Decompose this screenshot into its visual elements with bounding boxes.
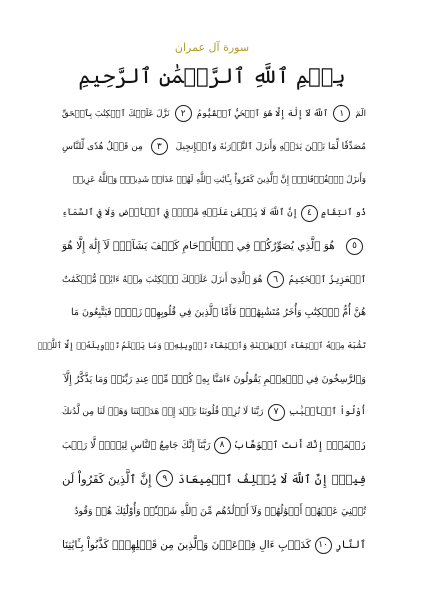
verse-text: نَزَّلَ عَلَيۡكَ ٱلۡكِتَٰبَ بِٱلۡحَقِّ [62,109,170,120]
ayah-number-marker: ٩ [156,470,173,487]
ayah-number-marker: ٥ [346,238,363,255]
verse-text: ٱلۡعَزِيزُ ٱلۡحَكِيمُ [288,274,366,285]
verse-text: ذُو ٱنتِقَامٍ [320,208,366,219]
verse-text: ٱللَّهُ لَآ إِلَٰهَ إِلَّا هُوَ ٱلۡحَيُّ ٱلۡقَيُّومُ [196,109,329,120]
ayah-number-marker: ٣ [151,138,168,155]
verse-text: هُوَ ٱلَّذِي يُصَوِّرُكُمۡ فِي ٱلۡأَرۡحَامِ كَيۡفَ يَشَآءُۚ لَآ إِلَٰهَ إِلَّا هُوَ [62,240,335,253]
verse-text: مُصَدِّقٗا لِّمَا بَيۡنَ يَدَيۡهِ وَأَنزَلَ ٱلتَّوۡرَىٰةَ وَٱلۡإِنجِيلَ [175,141,366,152]
verse-text: هُوَ ٱلَّذِيٓ أَنزَلَ عَلَيۡكَ ٱلۡكِتَٰبَ مِنۡهُ ءَايَٰتٞ مُّحۡكَمَٰتٌ [62,274,263,285]
ayah-number-marker: ٨ [214,437,231,454]
verse-line [62,363,366,396]
verse-text: رَبَّنَا لَا تُزِغۡ قُلُوبَنَا بَعۡدَ إِذۡ هَدَيۡتَنَا وَهَبۡ لَنَا مِن لَّدُنكَ [62,407,264,418]
verse-line [37,329,366,362]
ayah-number-marker: ٢ [175,105,192,122]
verse-text: ٱلنَّارِ [335,539,366,552]
verse-line [62,130,366,163]
verse-text: هُنَّ أُمُّ ٱلۡكِتَٰبِ وَأُخَرُ مُتَشَٰبِهَٰتٞۖ فَأَمَّا ٱلَّذِينَ فِي قُلُوبِهِمۡ زَيۡغٞ فَيَتَّبِعُونَ مَا [71,307,366,319]
verse-line [62,197,366,230]
verse-text: رَبَّنَآ إِنَّكَ جَامِعُ ٱلنَّاسِ لِيَوۡمٖ لَّا رَيۡبَ [61,439,211,451]
ayah-number-marker: ٦ [267,271,284,288]
verse-lines [37,97,366,562]
ayah-number-marker: ١٠ [315,537,332,554]
verse-line [62,163,366,196]
basmala: بِسۡمِ ٱللَّهِ ٱلرَّحۡمَٰنِ ٱلرَّحِيمِ [78,64,346,88]
verse-line [62,263,366,296]
verse-text: أُوْلُواْ ٱلۡأَلۡبَٰبِ [288,407,366,418]
verse-text: وَأَنزَلَ ٱلۡفُرۡقَانَۗ إِنَّ ٱلَّذِينَ كَفَرُواْ بِـَٔايَٰتِ ٱللَّهِ لَهُمۡ عَذَابٞ شَدِيدٞۗ وَٱللَّهُ عَزِيزٞ [72,174,366,185]
verse-line [62,429,366,462]
verse-line [62,230,366,263]
verse-line [62,528,366,561]
verse-text: فِيهِۚ إِنَّ ٱللَّهَ لَا يُخۡلِفُ ٱلۡمِيعَادَ [178,471,366,486]
verse-text: كَدَأۡبِ ءَالِ فِرۡعَوۡنَ وَٱلَّذِينَ مِن قَبۡلِهِمۡۚ كَذَّبُواْ بِـَٔايَٰتِنَا [62,539,311,552]
verse-line [62,97,366,130]
surah-title: سورة آل عمران [174,41,250,54]
verse-text: مِن قَبۡلُ هُدٗى لِّلنَّاسِ [62,141,143,152]
ayah-number-marker: ٧ [268,404,285,421]
verse-text: وَٱلرَّٰسِخُونَ فِي ٱلۡعِلۡمِ يَقُولُونَ ءَامَنَّا بِهِۦ كُلّٞ مِّنۡ عِندِ رَبِّنَاۗ وَمَا يَذَّكَّرُ إِلَّآ [63,373,366,385]
verse-line [62,296,366,329]
verse-line [62,495,366,528]
verse-text: تُغۡنِيَ عَنۡهُمۡ أَمۡوَٰلُهُمۡ وَلَآ أَوۡلَٰدُهُم مِّنَ ٱللَّهِ شَيۡـٔٗاۖ وَأُوْلَٰٓئِكَ هُمۡ وَقُودُ [74,506,366,518]
verse-text: إِنَّ ٱللَّهَ لَا يَخۡفَىٰ عَلَيۡهِ شَيۡءٞ فِي ٱلۡأَرۡضِ وَلَا فِي ٱلسَّمَآءِ [62,208,298,219]
verse-text: إِنَّ ٱلَّذِينَ كَفَرُواْ لَن [62,471,152,486]
verse-line [62,462,366,495]
verse-text: رَحۡمَةًۚ إِنَّكَ أَنتَ ٱلۡوَهَّابُ [233,439,366,451]
ayah-number-marker: ٤ [301,205,318,222]
ayah-number-marker: ١ [333,105,350,122]
verse-text: تَشَٰبَهَ مِنۡهُ ٱبۡتِغَآءَ ٱلۡفِتۡنَةِ وَٱبۡتِغَآءَ تَأۡوِيلِهِۦۖ وَمَا يَعۡلَمُ تَأۡوِيلَهُۥٓ إِلَّا ٱللَّهُۗ [37,341,366,351]
verse-line [62,396,366,429]
verse-text: الٓمٓ [355,108,366,119]
